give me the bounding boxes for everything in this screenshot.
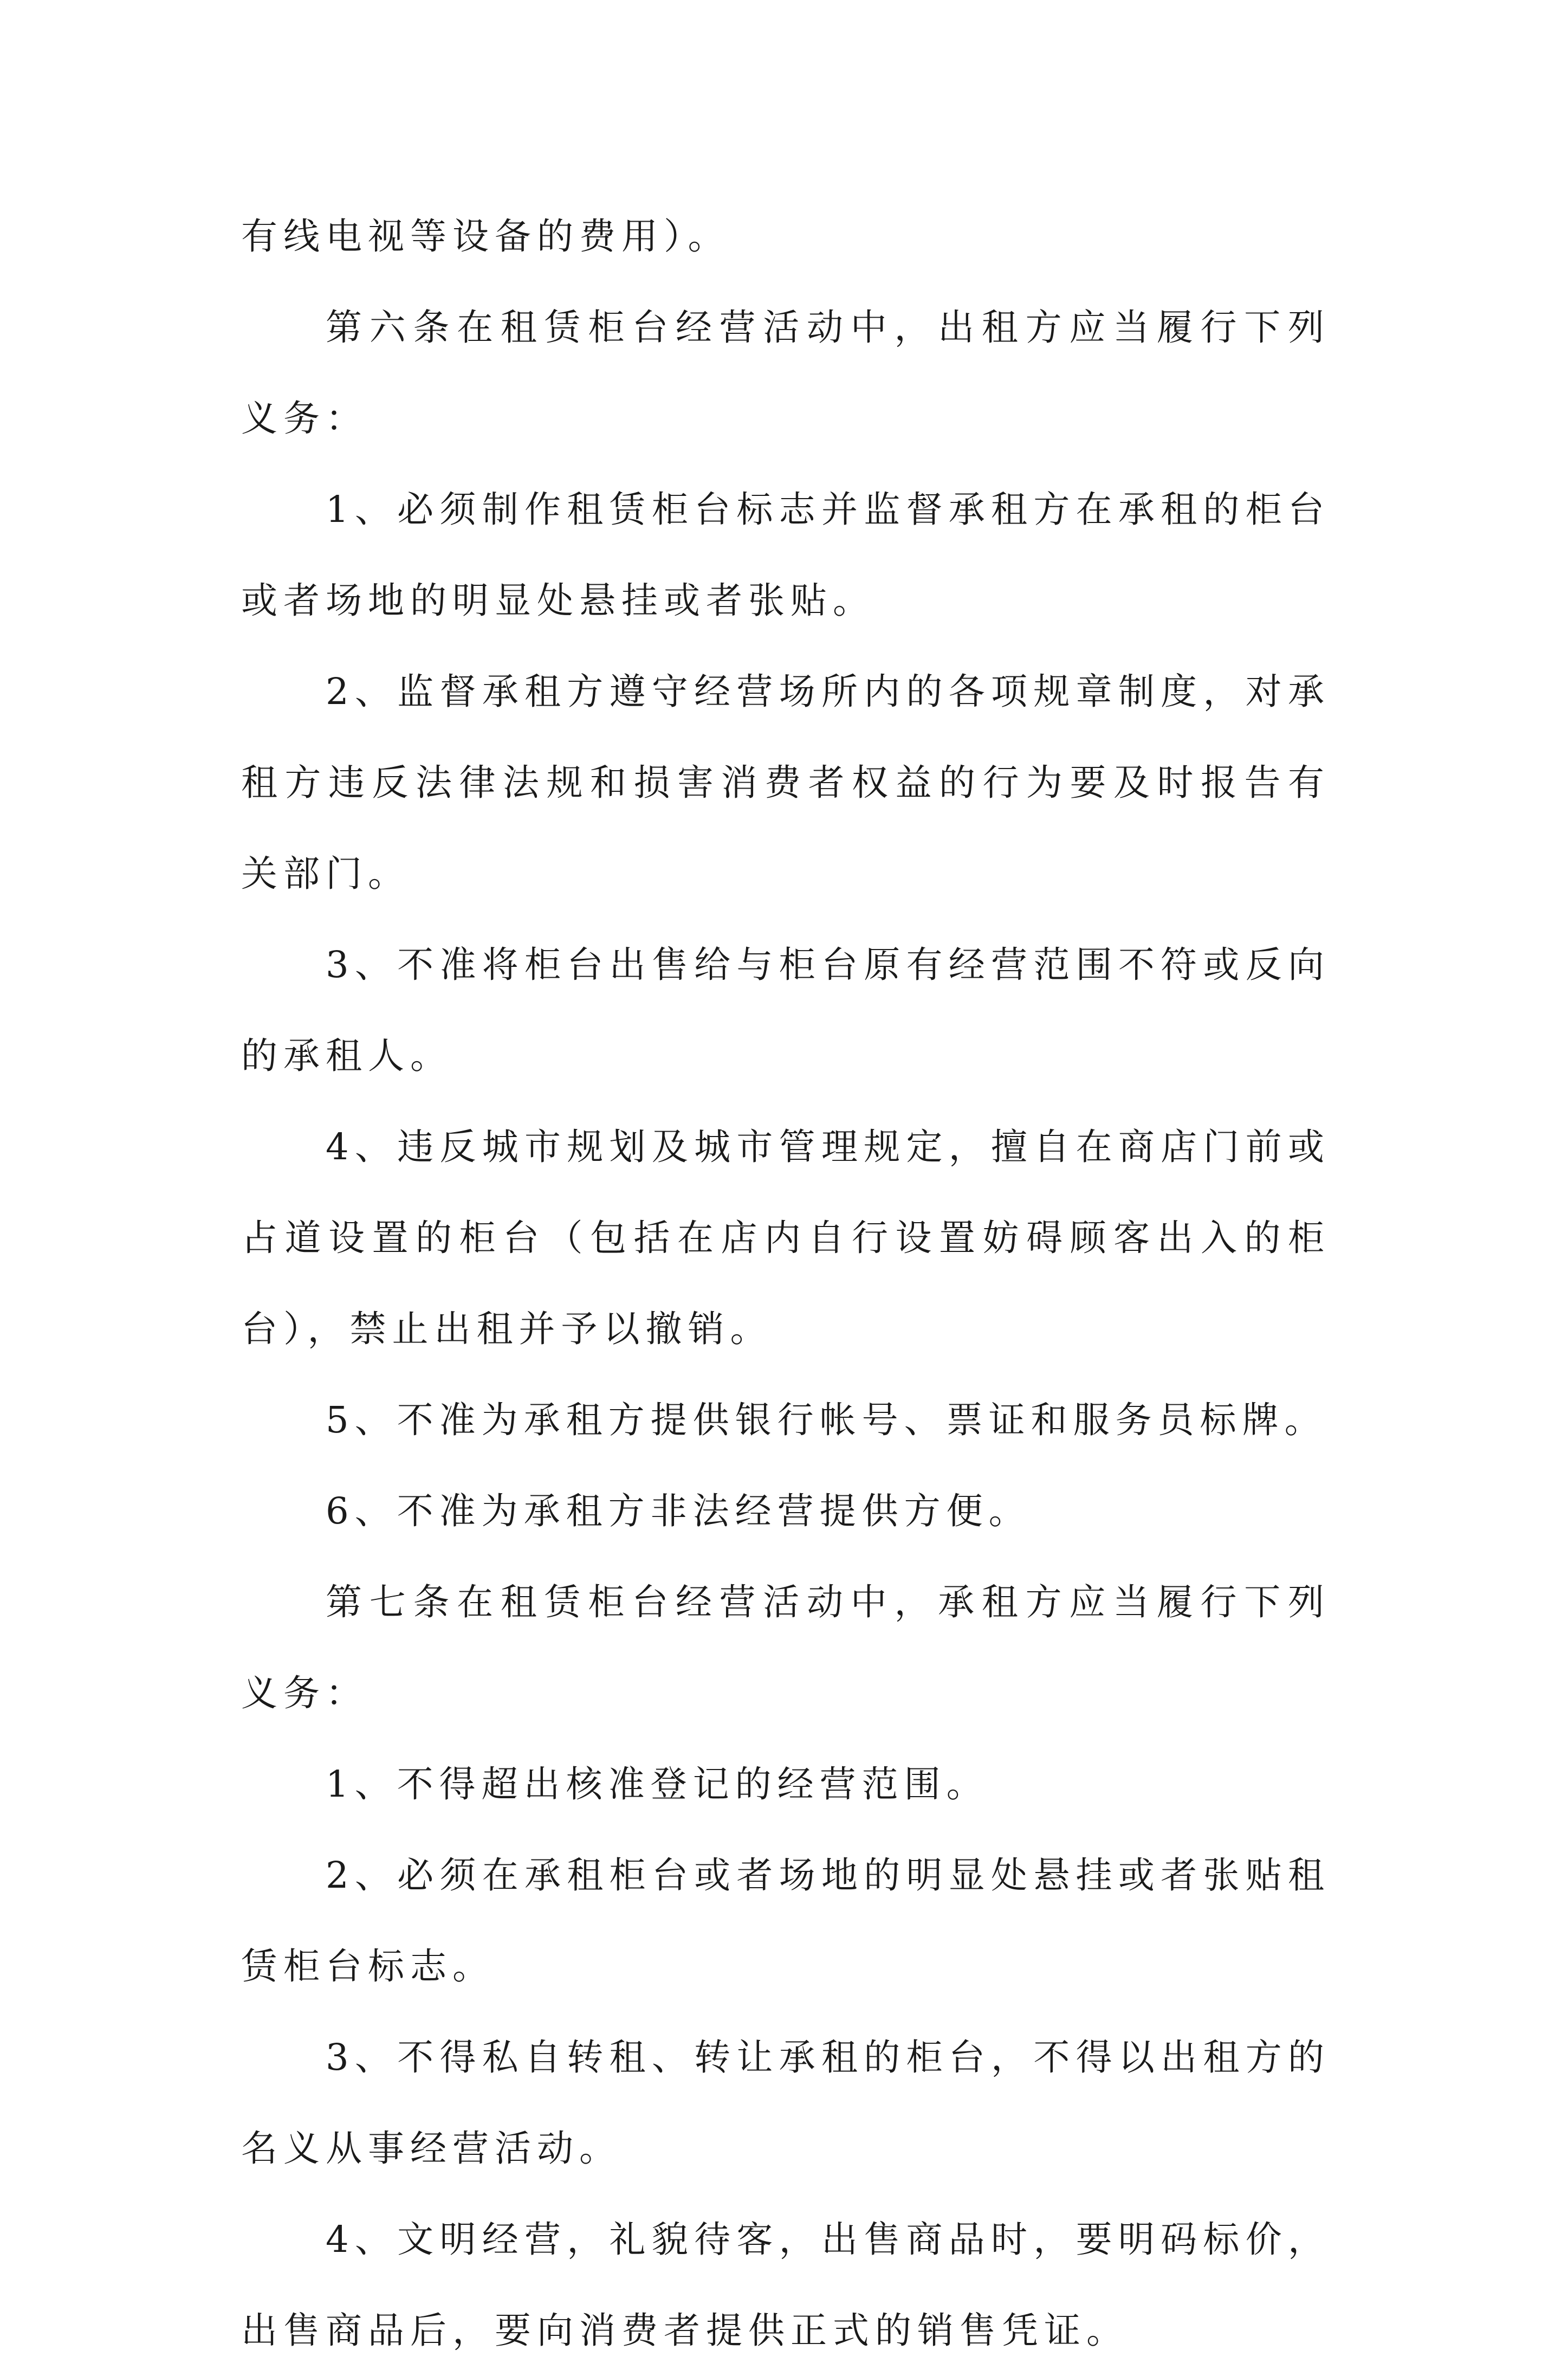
article-6-item-4: 4、违反城市规划及城市管理规定，擅自在商店门前或占道设置的柜台（包括在店内自行设置妨碍顾客出入的柜台），禁止出租并予以撤销。	[241, 1126, 1330, 1350]
article-6-item-2: 2、监督承租方遵守经营场所内的各项规章制度，对承租方违反法律法规和损害消费者权益的行为要及时报告有关部门。	[241, 670, 1330, 895]
article-7-item-2: 2、必须在承租柜台或者场地的明显处悬挂或者张贴租赁柜台标志。	[241, 1854, 1330, 1987]
article-6-item-1: 1、必须制作租赁柜台标志并监督承租方在承租的柜台或者场地的明显处悬挂或者张贴。	[241, 488, 1330, 622]
article-6-item-3: 3、不准将柜台出售给与柜台原有经营范围不符或反向的承租人。	[241, 944, 1330, 1077]
paragraph-continuation: 有线电视等设备的费用）。	[241, 215, 730, 257]
article-6-item-6: 6、不准为承租方非法经营提供方便。	[326, 1490, 1031, 1532]
article-7-item-1: 1、不得超出核准登记的经营范围。	[326, 1763, 989, 1805]
article-6-item-5: 5、不准为承租方提供银行帐号、票证和服务员标牌。	[326, 1399, 1327, 1441]
article-7-item-4: 4、文明经营，礼貌待客，出售商品时，要明码标价，出售商品后，要向消费者提供正式的销售凭证。	[241, 2218, 1330, 2352]
article-6-heading: 第六条在租赁柜台经营活动中，出租方应当履行下列义务：	[241, 306, 1330, 440]
document-body	[241, 191, 1330, 2376]
article-7-heading: 第七条在租赁柜台经营活动中，承租方应当履行下列义务：	[241, 1581, 1330, 1714]
article-7-item-3: 3、不得私自转租、转让承租的柜台，不得以出租方的名义从事经营活动。	[241, 2036, 1330, 2170]
